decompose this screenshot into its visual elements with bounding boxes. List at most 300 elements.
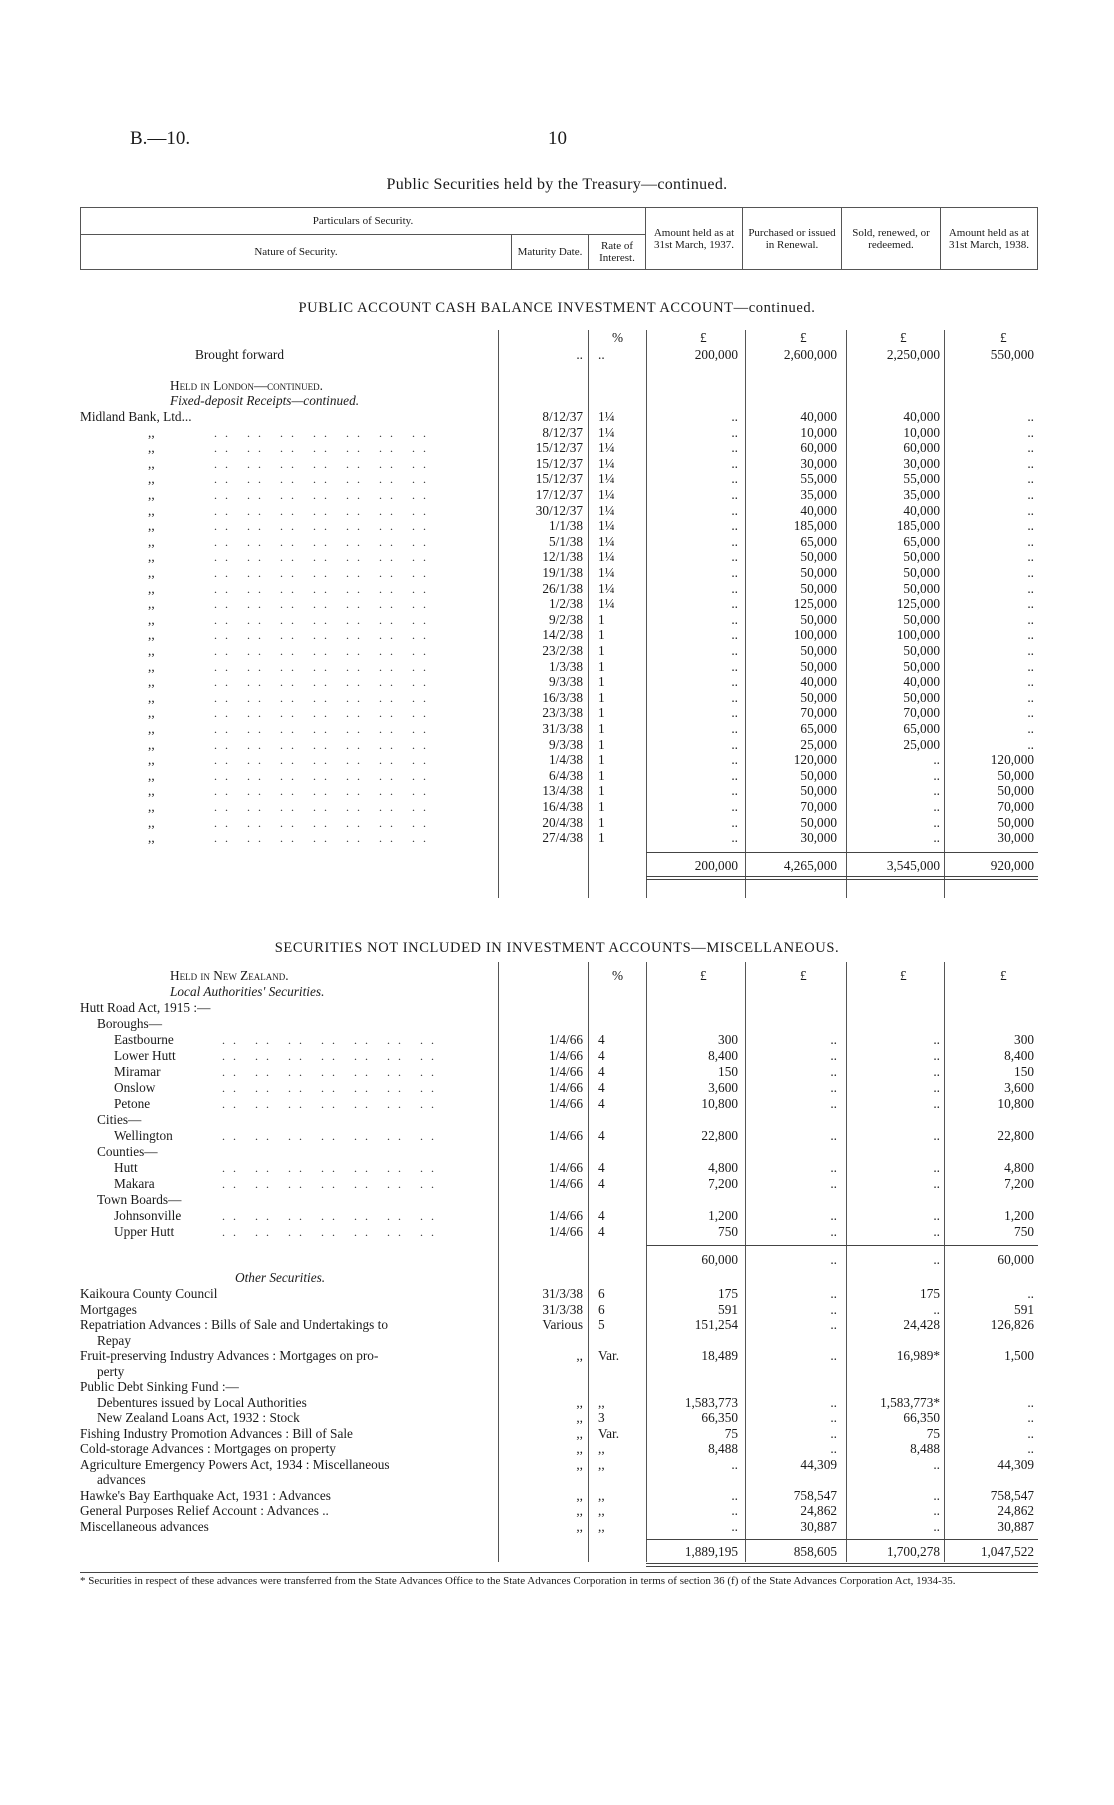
amount-1937: ..: [731, 752, 738, 768]
subtotal-row: [0, 1252, 1114, 1268]
maturity-date: 1/4/66: [549, 1096, 583, 1111]
sold-amount: 50,000: [903, 689, 940, 705]
sold-amount: 50,000: [903, 658, 940, 674]
security-name: ,,: [148, 611, 155, 627]
purchased-amount: 40,000: [800, 502, 837, 518]
hutt-road-act: Hutt Road Act, 1915 :—: [80, 1000, 211, 1015]
interest-rate: 1: [598, 830, 605, 846]
maturity-date: 15/12/37: [535, 471, 583, 487]
leader-dots: .. .. .. .. .. .. ..: [214, 768, 434, 783]
total-amount-1937: 1,889,195: [684, 1544, 738, 1559]
held-in-heading: [0, 378, 1114, 394]
purchased-amount: 24,862: [800, 1503, 837, 1518]
amount-1937: 200,000: [694, 347, 738, 362]
security-name: ,,: [148, 471, 155, 487]
interest-rate: 4: [598, 1032, 605, 1047]
amount-1938: 3,600: [1004, 1080, 1034, 1095]
table-row: [0, 1317, 1114, 1333]
security-name: Agriculture Emergency Powers Act, 1934 : Miscellaneous: [80, 1456, 390, 1472]
amount-1938: ..: [1027, 487, 1034, 502]
amount-1938: ..: [1027, 705, 1034, 721]
security-name: Midland Bank, Ltd...: [80, 409, 192, 424]
purchased-amount: ..: [830, 1096, 837, 1111]
interest-rate: 1: [598, 814, 605, 830]
sold-amount: 24,428: [903, 1317, 940, 1332]
group-label: Cities—: [97, 1112, 142, 1127]
security-name: ,,: [148, 580, 155, 596]
leader-dots: .. .. .. .. .. .. ..: [214, 581, 434, 596]
purchased-amount: 30,887: [800, 1518, 837, 1534]
leader-dots: .. .. .. .. .. .. ..: [222, 1097, 442, 1111]
table-row: [0, 768, 1114, 784]
leader-dots: .. .. .. .. .. .. ..: [214, 472, 434, 487]
interest-rate: ,,: [598, 1487, 605, 1503]
amount-1937: 151,254: [694, 1317, 738, 1332]
table-row: [0, 799, 1114, 815]
interest-rate: 1¼: [598, 440, 615, 456]
sold-amount: ..: [933, 1064, 940, 1079]
purchased-amount: ..: [830, 1064, 837, 1079]
group-heading: [0, 1192, 1114, 1208]
sold-amount: ..: [933, 799, 940, 814]
purchased-amount: 70,000: [800, 799, 837, 814]
purchased-amount: ..: [830, 1160, 837, 1175]
purchased-amount: 30,000: [800, 455, 837, 471]
sold-amount: 40,000: [903, 674, 940, 690]
amount-1938: 120,000: [990, 752, 1034, 768]
security-name: ,,: [148, 705, 155, 721]
amount-1938: 50,000: [997, 814, 1034, 830]
sold-amount: 1,583,773*: [880, 1394, 940, 1410]
sold-amount: 8,488: [910, 1441, 940, 1456]
sold-amount: 50,000: [903, 580, 940, 596]
maturity-date: 9/3/38: [549, 736, 583, 752]
maturity-date: ,,: [576, 1518, 583, 1534]
maturity-date: 19/1/38: [542, 565, 583, 580]
header-sold: Sold, renewed, or redeemed.: [842, 208, 941, 270]
security-name: ,,: [148, 455, 155, 471]
amount-1938: ..: [1027, 1441, 1034, 1456]
sold-amount: 175: [920, 1286, 940, 1301]
amount-1937: ..: [731, 643, 738, 658]
purchased-amount: 50,000: [800, 689, 837, 705]
total-row: [0, 858, 1114, 874]
purchased-amount: 50,000: [800, 767, 837, 783]
brought-forward-row: [0, 347, 1114, 363]
security-name-continued: Repay: [97, 1332, 131, 1348]
maturity-date: 26/1/38: [542, 580, 583, 596]
amount-1938: ..: [1027, 674, 1034, 690]
purchased-amount: 50,000: [800, 643, 837, 658]
table-row: [0, 1048, 1114, 1064]
maturity-date: ,,: [576, 1348, 583, 1363]
security-name: Public Debt Sinking Fund :—: [80, 1379, 239, 1394]
amount-1937: ..: [731, 549, 738, 565]
table-row: [0, 690, 1114, 706]
purchased-amount: 70,000: [800, 705, 837, 721]
page-number: 10: [548, 128, 567, 149]
authority-name: Upper Hutt: [114, 1224, 175, 1239]
interest-rate: 1¼: [598, 565, 615, 580]
unit-label: %: [612, 968, 624, 983]
security-name: Hawke's Bay Earthquake Act, 1931 : Advances: [80, 1487, 331, 1503]
leader-dots: .. .. .. .. .. .. ..: [214, 815, 434, 830]
sold-amount: ..: [933, 752, 940, 768]
local-heading: [0, 984, 1114, 1000]
sold-amount: 66,350: [903, 1410, 940, 1425]
sold-amount: ..: [933, 1503, 940, 1518]
table-row-continuation: [0, 1364, 1114, 1380]
security-name: ,,: [148, 799, 155, 814]
group-label: Boroughs—: [97, 1016, 163, 1031]
amount-1938: 300: [1014, 1032, 1034, 1047]
interest-rate: 1¼: [598, 455, 615, 471]
interest-rate: 1¼: [598, 549, 615, 565]
amount-1938: 44,309: [997, 1456, 1034, 1472]
interest-rate: 4: [598, 1080, 605, 1095]
purchased-amount: 25,000: [800, 736, 837, 752]
maturity-date: 9/3/38: [549, 674, 583, 690]
interest-rate: 4: [598, 1064, 605, 1079]
table-row: [0, 1128, 1114, 1144]
security-name: Repatriation Advances : Bills of Sale and Undertakings to: [80, 1317, 388, 1332]
amount-1937: ..: [731, 502, 738, 518]
amount-1938: ..: [1027, 1410, 1034, 1425]
interest-rate: 4: [598, 1208, 605, 1223]
amount-1938: ..: [1027, 658, 1034, 674]
sold-amount: ..: [933, 767, 940, 783]
amount-1938: ..: [1027, 1394, 1034, 1410]
security-name-continued: advances: [97, 1472, 146, 1487]
table-row: [0, 456, 1114, 472]
amount-1938: ..: [1027, 455, 1034, 471]
brought-forward-label: Brought forward: [195, 347, 284, 362]
amount-1938: 550,000: [990, 347, 1034, 362]
purchased-amount: ..: [830, 1394, 837, 1410]
header-maturity: Maturity Date.: [512, 235, 589, 270]
purchased-amount: ..: [830, 1048, 837, 1063]
maturity-date: 16/4/38: [542, 799, 583, 814]
purchased-amount: 35,000: [800, 487, 837, 502]
purchased-amount: 40,000: [800, 674, 837, 690]
sold-amount: 65,000: [903, 721, 940, 736]
table-row: [0, 1503, 1114, 1519]
amount-1937: 1,200: [708, 1208, 738, 1223]
sold-amount: 65,000: [903, 533, 940, 549]
sold-amount: 60,000: [903, 440, 940, 456]
maturity-date: 31/3/38: [542, 1286, 583, 1301]
group-heading: [0, 1016, 1114, 1032]
purchased-amount: ..: [830, 1425, 837, 1441]
unit-label: £: [800, 330, 807, 345]
maturity-date: ,,: [576, 1503, 583, 1518]
purchased-amount: 50,000: [800, 783, 837, 799]
document-code: B.—10.: [130, 128, 191, 149]
sold-amount: 75: [926, 1425, 940, 1441]
purchased-amount: 50,000: [800, 611, 837, 627]
amount-1938: ..: [1027, 502, 1034, 518]
security-name: ,,: [148, 752, 155, 768]
unit-label: %: [612, 330, 624, 345]
amount-1938: ..: [1027, 689, 1034, 705]
total-rule: [646, 1566, 1038, 1567]
purchased-amount: ..: [830, 1208, 837, 1223]
total-row: [0, 1544, 1114, 1560]
unit-label: £: [1000, 330, 1007, 345]
sold-amount: 35,000: [903, 487, 940, 502]
maturity-date: 17/12/37: [535, 487, 583, 502]
security-name: ,,: [148, 767, 155, 783]
total-purchased: 858,605: [793, 1544, 837, 1559]
table-row: [0, 440, 1114, 456]
amount-1937: 7,200: [708, 1176, 738, 1191]
authority-name: Miramar: [114, 1064, 161, 1079]
interest-rate: 6: [598, 1301, 605, 1317]
interest-rate: 1¼: [598, 424, 615, 440]
purchased-amount: 50,000: [800, 814, 837, 830]
group-heading: [0, 1112, 1114, 1128]
interest-rate: 1: [598, 736, 605, 752]
table-row: [0, 815, 1114, 831]
table-row: [0, 471, 1114, 487]
sold-amount: ..: [933, 1176, 940, 1191]
amount-1937: ..: [731, 627, 738, 643]
security-name: ,,: [148, 627, 155, 643]
amount-1938: ..: [1027, 643, 1034, 658]
footnote-rule: [80, 1572, 1038, 1573]
maturity-date: ,,: [576, 1456, 583, 1472]
table-row: [0, 643, 1114, 659]
maturity-date: 1/4/66: [549, 1080, 583, 1095]
amount-1937: ..: [731, 518, 738, 534]
amount-1938: 30,887: [997, 1518, 1034, 1534]
interest-rate: 1: [598, 643, 605, 658]
fixed-deposit-receipts: Fixed-deposit Receipts—continued.: [170, 393, 360, 408]
maturity-date: 1/4/66: [549, 1208, 583, 1223]
total-rule: [646, 1563, 1038, 1564]
table-row: [0, 1410, 1114, 1426]
table-row: [0, 659, 1114, 675]
sold-amount: 40,000: [903, 502, 940, 518]
leader-dots: .. .. .. .. .. .. ..: [222, 1209, 442, 1223]
maturity-date: ..: [576, 347, 583, 362]
security-name-continued: perty: [97, 1363, 125, 1379]
maturity-date: 1/4/66: [549, 1224, 583, 1239]
act-heading: [0, 1000, 1114, 1016]
amount-1938: ..: [1027, 471, 1034, 487]
purchased-amount: 60,000: [800, 440, 837, 456]
amount-1937: ..: [731, 580, 738, 596]
footnote: * Securities in respect of these advances were transferred from the State Advances Office to the State Advances Corporation in terms of section 36 (f) of the State Advances Corporation Act, 1934-35.: [80, 1575, 956, 1587]
sold-amount: 40,000: [903, 409, 940, 424]
amount-1937: ..: [731, 1456, 738, 1472]
leader-dots: .. .. .. .. .. .. ..: [214, 503, 434, 518]
security-name: ,,: [148, 721, 155, 736]
receipts-heading: [0, 393, 1114, 409]
authority-name: Johnsonville: [114, 1208, 182, 1223]
amount-1937: 18,489: [701, 1348, 738, 1363]
interest-rate: 1¼: [598, 596, 615, 612]
subtotal-amount-1937: 60,000: [701, 1252, 738, 1267]
table-row: [0, 549, 1114, 565]
amount-1937: 8,488: [708, 1441, 738, 1456]
sold-amount: 16,989*: [896, 1348, 940, 1363]
purchased-amount: ..: [830, 1128, 837, 1143]
total-amount-1938: 920,000: [990, 857, 1034, 873]
other-securities-heading: Other Securities.: [235, 1270, 326, 1285]
interest-rate: 4: [598, 1048, 605, 1063]
total-rule: [646, 879, 1038, 880]
amount-1937: 3,600: [708, 1080, 738, 1095]
sold-amount: 10,000: [903, 424, 940, 440]
unit-label: £: [900, 330, 907, 345]
security-name: Fruit-preserving Industry Advances : Mortgages on pro-: [80, 1348, 379, 1363]
interest-rate: ,,: [598, 1503, 605, 1518]
table-row: [0, 409, 1114, 425]
purchased-amount: 2,600,000: [783, 347, 837, 362]
amount-1937: 1,583,773: [684, 1394, 738, 1410]
sold-amount: ..: [933, 1032, 940, 1047]
table-row: [0, 830, 1114, 846]
table-row: [0, 596, 1114, 612]
maturity-date: 15/12/37: [535, 455, 583, 471]
purchased-amount: ..: [830, 1080, 837, 1095]
amount-1938: ..: [1027, 518, 1034, 534]
sold-amount: ..: [933, 1456, 940, 1472]
leader-dots: .. .. .. .. .. .. ..: [214, 612, 434, 627]
sold-amount: ..: [933, 1487, 940, 1503]
sold-amount: 25,000: [903, 736, 940, 752]
interest-rate: 1: [598, 611, 605, 627]
interest-rate: 4: [598, 1224, 605, 1239]
table-row-continuation: [0, 1333, 1114, 1349]
total-rule: [646, 1245, 1038, 1246]
total-amount-1937: 200,000: [694, 857, 738, 873]
authority-name: Eastbourne: [114, 1032, 174, 1047]
leader-dots: .. .. .. .. .. .. ..: [222, 1049, 442, 1063]
amount-1938: ..: [1027, 736, 1034, 752]
column-header-table: [80, 207, 1038, 270]
table-row: [0, 1160, 1114, 1176]
maturity-date: 1/1/38: [549, 518, 583, 534]
security-name: ,,: [148, 674, 155, 690]
leader-dots: .. .. .. .. .. .. ..: [214, 737, 434, 752]
purchased-amount: 100,000: [793, 627, 837, 643]
table-row: [0, 752, 1114, 768]
total-rule: [646, 1539, 1038, 1540]
sold-amount: ..: [933, 1518, 940, 1534]
amount-1938: 50,000: [997, 783, 1034, 799]
purchased-amount: 65,000: [800, 721, 837, 736]
sold-amount: 100,000: [896, 627, 940, 643]
table-row: [0, 1348, 1114, 1364]
purchased-amount: 758,547: [793, 1487, 837, 1503]
leader-dots: .. .. .. .. .. .. ..: [214, 690, 434, 705]
amount-1937: ..: [731, 689, 738, 705]
interest-rate: ,,: [598, 1456, 605, 1472]
amount-1937: ..: [731, 705, 738, 721]
purchased-amount: ..: [830, 1176, 837, 1191]
interest-rate: 1¼: [598, 409, 615, 424]
amount-1938: ..: [1027, 596, 1034, 612]
sold-amount: ..: [933, 1128, 940, 1143]
table-row: [0, 721, 1114, 737]
table-row: [0, 1302, 1114, 1318]
sold-amount: ..: [933, 1080, 940, 1095]
interest-rate: 3: [598, 1410, 605, 1425]
sold-amount: ..: [933, 1048, 940, 1063]
leader-dots: .. .. .. .. .. .. ..: [214, 597, 434, 612]
sold-amount: 50,000: [903, 549, 940, 565]
amount-1937: ..: [731, 440, 738, 456]
table-row: [0, 1441, 1114, 1457]
page-title: Public Securities held by the Treasury—continued.: [386, 176, 728, 193]
sold-amount: 50,000: [903, 611, 940, 627]
purchased-amount: 50,000: [800, 658, 837, 674]
interest-rate: 1¼: [598, 580, 615, 596]
table-row: [0, 1457, 1114, 1473]
security-name: ,,: [148, 643, 155, 658]
purchased-amount: ..: [830, 1224, 837, 1239]
purchased-amount: ..: [830, 1032, 837, 1047]
security-name: ,,: [148, 783, 155, 799]
amount-1938: 1,500: [1004, 1348, 1034, 1363]
held-in-new-zealand: Held in New Zealand.: [170, 968, 289, 983]
maturity-date: ,,: [576, 1487, 583, 1503]
leader-dots: .. .. .. .. .. .. ..: [214, 644, 434, 658]
maturity-date: 27/4/38: [542, 830, 583, 846]
leader-dots: .. .. .. .. .. .. ..: [214, 831, 434, 846]
table-row: [0, 612, 1114, 628]
amount-1938: ..: [1027, 721, 1034, 736]
maturity-date: 20/4/38: [542, 814, 583, 830]
maturity-date: 1/4/66: [549, 1032, 583, 1047]
maturity-date: 1/2/38: [549, 596, 583, 612]
maturity-date: 1/4/66: [549, 1048, 583, 1063]
table-row: [0, 1286, 1114, 1302]
interest-rate: 5: [598, 1317, 605, 1332]
total-purchased: 4,265,000: [783, 857, 837, 873]
security-name: ,,: [148, 533, 155, 549]
table-row: [0, 1224, 1114, 1240]
amount-1938: 22,800: [997, 1128, 1034, 1143]
table-row: [0, 1488, 1114, 1504]
purchased-amount: ..: [830, 1317, 837, 1332]
amount-1938: ..: [1027, 533, 1034, 549]
amount-1937: ..: [731, 1503, 738, 1518]
amount-1937: ..: [731, 487, 738, 502]
purchased-amount: 40,000: [800, 409, 837, 424]
amount-1938: 50,000: [997, 767, 1034, 783]
maturity-date: 1/4/66: [549, 1128, 583, 1143]
maturity-date: 12/1/38: [542, 549, 583, 565]
interest-rate: 4: [598, 1160, 605, 1175]
amount-1938: 8,400: [1004, 1048, 1034, 1063]
amount-1938: 70,000: [997, 799, 1034, 814]
purchased-amount: 185,000: [793, 518, 837, 534]
local-authorities-heading: Local Authorities' Securities.: [170, 984, 325, 999]
amount-1938: ..: [1027, 409, 1034, 424]
interest-rate: 4: [598, 1176, 605, 1191]
amount-1938: ..: [1027, 440, 1034, 456]
security-name: ,,: [148, 736, 155, 752]
amount-1937: 8,400: [708, 1048, 738, 1063]
table-row: [0, 534, 1114, 550]
header-particulars: Particulars of Security.: [81, 208, 646, 235]
security-name: ,,: [148, 596, 155, 612]
amount-1937: ..: [731, 455, 738, 471]
interest-rate: ,,: [598, 1441, 605, 1456]
